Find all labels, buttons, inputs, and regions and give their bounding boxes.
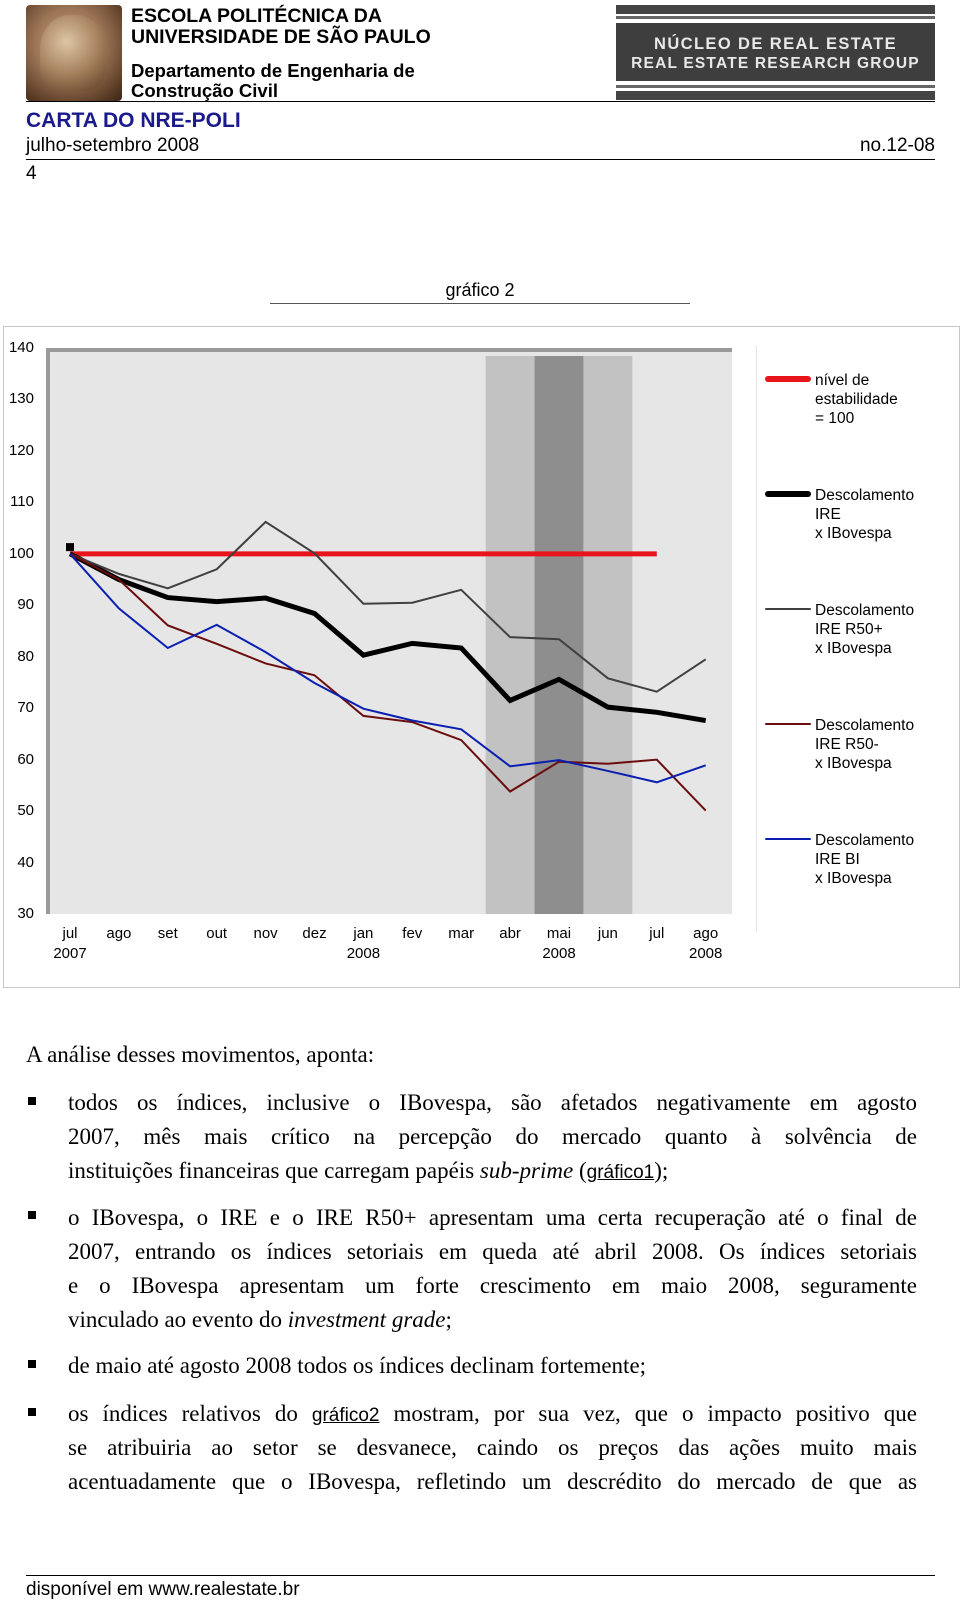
y-tick-label: 120	[8, 441, 34, 459]
y-tick-label: 50	[17, 802, 34, 820]
bullet-2-line-1: o IBovespa, o IRE e o IRE R50+ apresentam uma certa recuperação até o final de	[68, 1205, 917, 1230]
y-tick-label: 90	[17, 596, 34, 614]
shaded-period	[535, 356, 584, 914]
bullet-2-line-2: 2007, entrando os índices setoriais em queda até abril 2008. Os índices setoriais	[68, 1239, 917, 1264]
group-title: NÚCLEO DE REAL ESTATE	[654, 35, 897, 53]
footer-rule	[26, 1575, 935, 1576]
bullet-4-line-1: os índices relativos do gráfico2 mostram, por sua vez, que o impacto positivo que	[68, 1401, 917, 1426]
bullet-marker	[28, 1211, 36, 1219]
bullet-2-line-4: vinculado ao evento do investment grade;	[68, 1307, 452, 1332]
intro-text: A análise desses movimentos, aponta:	[26, 1042, 375, 1067]
research-group-banner	[616, 5, 935, 101]
bullet-2-line-3: e o IBovespa apresentam um forte crescimento em maio 2008, seguramente	[68, 1273, 917, 1298]
x-tick-label: dez	[302, 925, 327, 942]
dept-line-1: Departamento de Engenharia de	[131, 60, 415, 81]
x-tick-label: fev	[402, 925, 423, 942]
chart-legend	[756, 346, 959, 932]
legend-swatch	[765, 608, 811, 610]
x-tick-label: jul	[649, 925, 665, 942]
shaded-period	[486, 356, 535, 914]
dept-line-2: Construção Civil	[131, 80, 278, 101]
chart-title-underline	[270, 303, 690, 304]
legend-swatch	[765, 376, 811, 382]
x-tick-label: out	[206, 925, 228, 942]
x-tick-label: jul 2007	[53, 925, 87, 962]
bullet-3-line-1: de maio até agosto 2008 todos os índices declinam fortemente;	[68, 1353, 647, 1378]
x-tick-label: mar	[448, 925, 475, 942]
bullet-4-line-2: se atribuiria ao setor se desvanece, caindo os preços das ações muito mais	[68, 1435, 917, 1460]
y-tick-label: 40	[17, 853, 34, 871]
x-tick-label: mai 2008	[542, 925, 576, 962]
y-tick-label: 30	[17, 905, 34, 922]
x-tick-label: ago	[106, 925, 132, 942]
publication-name: CARTA DO NRE-POLI	[26, 109, 241, 132]
y-tick-label: 130	[8, 390, 34, 408]
legend-label: Descolamento IRE R50+ x IBovespa	[815, 602, 915, 657]
group-subtitle: REAL ESTATE RESEARCH GROUP	[631, 55, 920, 72]
bullet-marker	[28, 1408, 36, 1416]
y-tick-label: 60	[17, 750, 34, 768]
bullet-4-line-3: acentuadamente que o IBovespa, refletindo um descrédito do mercado de que as	[68, 1469, 917, 1494]
bullet-1-line-1: todos os índices, inclusive o IBovespa, são afetados negativamente em agosto	[68, 1090, 917, 1115]
link-grafico1[interactable]: gráfico1	[586, 1162, 655, 1183]
y-tick-label: 100	[8, 544, 34, 562]
bullet-marker	[28, 1360, 36, 1368]
issue-number: no.12-08	[859, 135, 935, 156]
term-investment-grade: investment grade	[287, 1307, 446, 1332]
shaded-period	[583, 356, 632, 914]
x-tick-label: set	[157, 925, 178, 942]
bullet-1-line-3: instituições financeiras que carregam papéis sub-prime (gráfico1);	[68, 1158, 669, 1183]
issue-date: julho-setembro 2008	[26, 135, 200, 156]
line-chart	[46, 348, 746, 930]
x-tick-label: jan 2008	[346, 925, 381, 962]
bullet-marker	[28, 1097, 36, 1105]
legend-label: Descolamento IRE R50- x IBovespa	[815, 717, 915, 772]
legend-swatch	[765, 723, 811, 725]
y-tick-label: 70	[17, 699, 34, 717]
helmet-emblem	[40, 15, 106, 91]
x-tick-label: nov	[253, 925, 278, 942]
header-rule-2	[26, 159, 935, 160]
legend-label: Descolamento IRE BI x IBovespa	[815, 832, 915, 887]
y-tick-label: 140	[8, 339, 34, 356]
legend-label: Descolamento IRE x IBovespa	[815, 487, 915, 542]
school-line-2: UNIVERSIDADE DE SÃO PAULO	[131, 26, 431, 48]
university-logo	[26, 5, 122, 101]
legend-swatch	[765, 838, 811, 840]
term-sub-prime: sub-prime	[479, 1158, 574, 1183]
chart-title: gráfico 2	[445, 280, 515, 300]
header-rule	[26, 101, 935, 102]
legend-label: nível de estabilidade = 100	[815, 372, 898, 427]
x-tick-label: ago 2008	[689, 925, 723, 962]
footer-text: disponível em www.realestate.br	[26, 1579, 300, 1600]
bullet-1-line-2: 2007, mês mais crítico na percepção do mercado quanto à solvência de	[68, 1124, 917, 1149]
page-number: 4	[26, 163, 37, 184]
school-name	[131, 6, 431, 48]
link-grafico2[interactable]: gráfico2	[311, 1405, 380, 1426]
x-tick-label: jun	[597, 925, 618, 942]
legend-swatch	[765, 491, 811, 497]
department-name	[131, 61, 415, 101]
start-marker	[66, 543, 74, 551]
school-line-1: ESCOLA POLITÉCNICA DA	[131, 5, 382, 27]
y-tick-label: 80	[17, 647, 34, 665]
x-tick-label: abr	[499, 925, 521, 942]
y-tick-label: 110	[10, 493, 34, 511]
